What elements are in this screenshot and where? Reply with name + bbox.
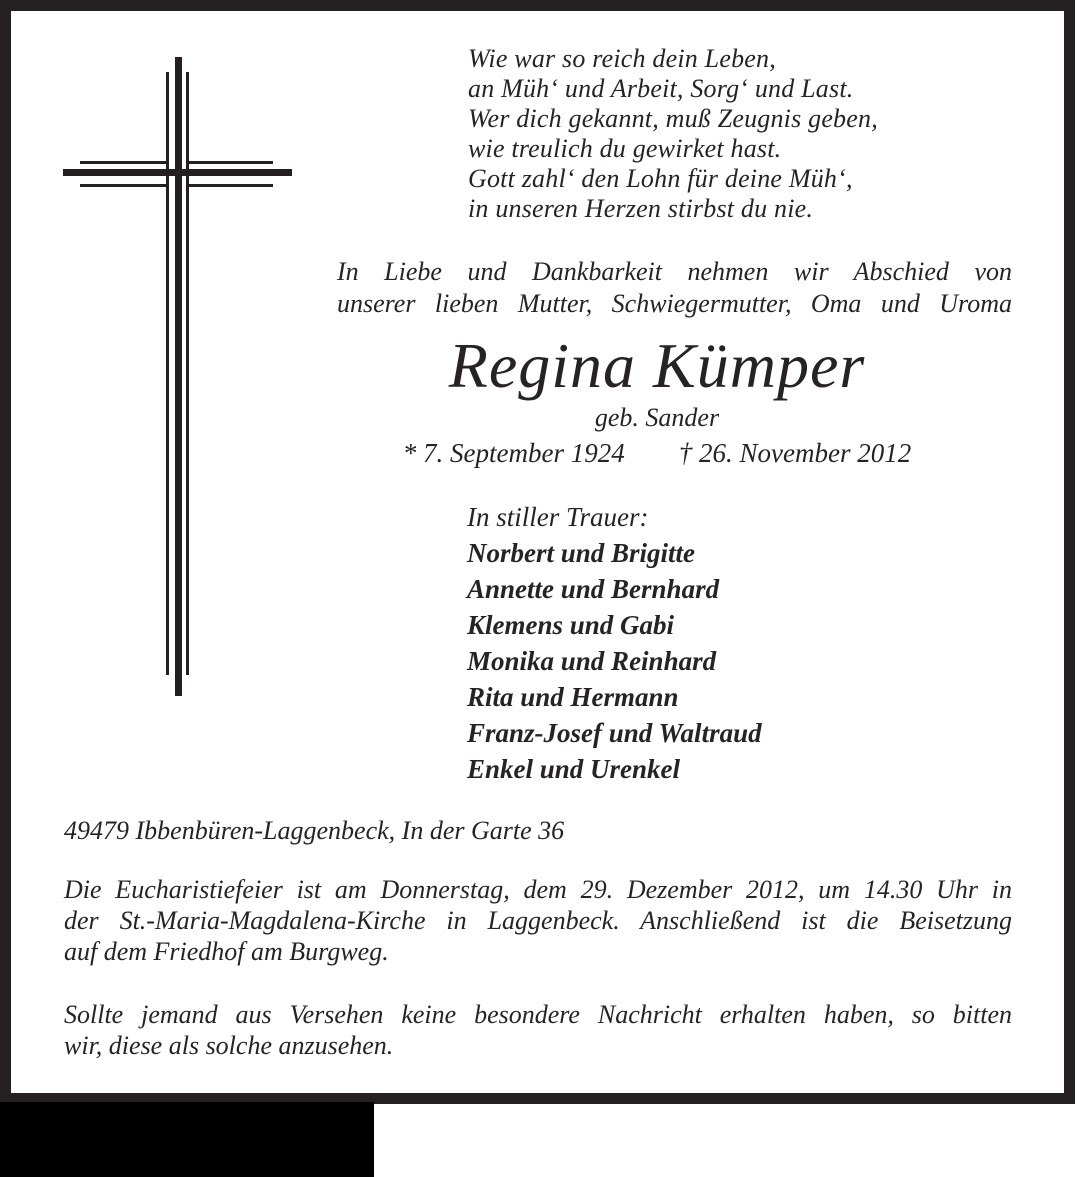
cross-bar [80,161,166,164]
service-line: auf dem Friedhof am Burgweg. [64,937,389,966]
mourner-name: Enkel und Urenkel [467,754,681,784]
deceased-name: Regina Kümper [448,330,866,401]
address-line: 49479 Ibbenbüren-Laggenbeck, In der Garte 36 [64,816,565,845]
poem-line: an Müh‘ und Arbeit, Sorg‘ und Last. [468,74,854,103]
birth-date: * 7. September 1924 [402,438,625,468]
poem-line: Gott zahl‘ den Lohn für deine Müh‘, [468,164,853,193]
service-info [64,874,1012,967]
mourner-name: Norbert und Brigitte [467,538,696,568]
poem-line: Wer dich gekannt, muß Zeugnis geben, [468,104,878,133]
poem-line: in unseren Herzen stirbst du nie. [468,194,814,223]
mourner-name: Rita und Hermann [467,682,679,712]
cross-bar [80,184,166,187]
bottom-redaction-block [0,1102,374,1177]
service-line: Die Eucharistiefeier ist am Donnerstag, dem 29. Dezember 2012, um 14.30 Uhr in [64,875,1012,904]
life-dates [317,437,997,469]
cross-bar [63,169,292,176]
farewell-intro [337,256,1012,320]
cross-bar [175,57,182,696]
note-line: Sollte jemand aus Versehen keine besondere Nachricht erhalten haben, so bitten [64,1000,1012,1029]
mourner-name: Klemens und Gabi [467,610,675,640]
mourners-heading: In stiller Trauer: [467,502,649,532]
intro-line: In Liebe und Dankbarkeit nehmen wir Abschied von [337,257,1012,286]
service-line: der St.-Maria-Magdalena-Kirche in Laggenbeck. Anschließend ist die Beisetzung [64,906,1012,935]
cross-bar [189,184,273,187]
cross-bar [189,161,273,164]
memorial-poem [468,44,878,224]
mourners-list [467,499,762,787]
death-date: † 26. November 2012 [678,438,912,468]
note-line: wir, diese als solche anzusehen. [64,1031,394,1060]
cross-bar [166,72,169,675]
mourner-name: Franz-Josef und Waltraud [467,718,762,748]
poem-line: Wie war so reich dein Leben, [468,44,776,73]
poem-line: wie treulich du gewirket hast. [468,134,782,163]
maiden-name: geb. Sander [594,403,720,432]
closing-note [64,999,1012,1061]
intro-line: unserer lieben Mutter, Schwiegermutter, Oma und Uroma [337,289,1012,318]
mourner-name: Monika und Reinhard [467,646,717,676]
mourner-name: Annette und Bernhard [467,574,720,604]
